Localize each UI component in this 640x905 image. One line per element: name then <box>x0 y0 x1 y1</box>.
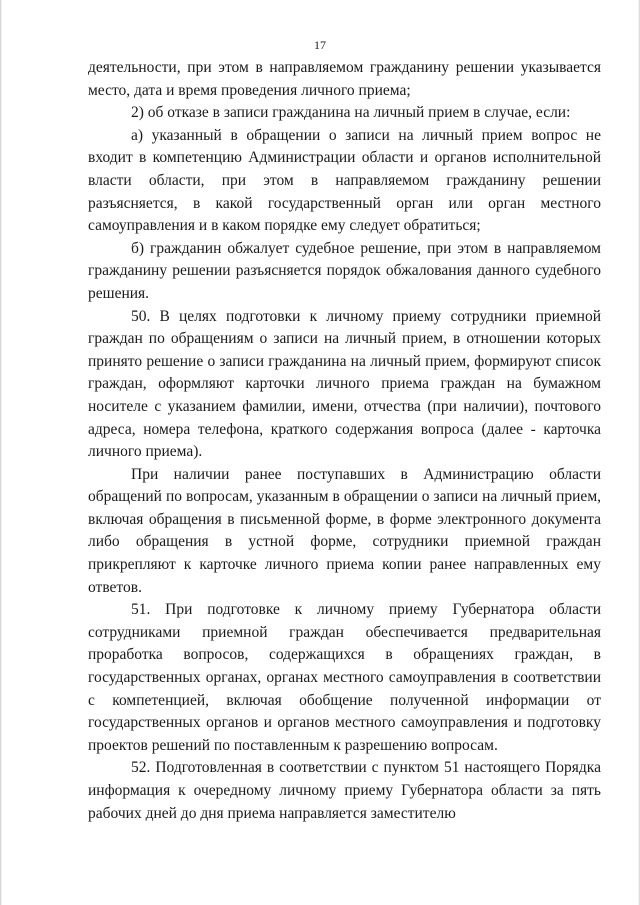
paragraph-52: 52. Подготовленная в соответствии с пунктом 51 настоящего Порядка информация к очередному личному приему Губернатора области за пять рабочих дней до дня приема направляется заместителю <box>88 759 601 822</box>
paragraph-50: 50. В целях подготовки к личному приему сотрудники приемной граждан по обращениям о записи на личный прием, в отношении которых принято решение о записи гражданина на личный прием, формируют список граждан, оформляют карточки личного приема граждан на бумажном носителе с указанием фамилии, имени, отчества (при наличии), почтового адреса, номера телефона, краткого содержания вопроса (далее - карточка личного приема). <box>88 307 601 461</box>
paragraph-subitem-b: б) гражданин обжалует судебное решение, при этом в направляемом гражданину решении разъясняется порядок обжалования данного судебного решения. <box>88 239 601 302</box>
paragraph-continuation: деятельности, при этом в направляемом гражданину решении указывается место, дата и время проведения личного приема; <box>88 59 601 99</box>
paragraph-51: 51. При подготовке к личному приему Губернатора области сотрудниками приемной граждан обеспечивается предварительная проработка вопросов, содержащихся в обращениях граждан, в государственных органах, органах местного самоуправления в соответствии с компетенцией, включая обобщение полученной информации от государственных органов и органов местного самоуправления и подготовку проектов решений по поставленным к разрешению вопросам. <box>88 601 601 754</box>
document-body <box>88 57 601 825</box>
paragraph-subitem-a: а) указанный в обращении о записи на личный прием вопрос не входит в компетенцию Администрации области и органов исполнительной власти области, при этом в направляемом гражданину решении разъясняется, в какой государственный орган или орган местного самоуправления и в каком порядке ему следует обратиться; <box>88 126 601 235</box>
scan-edge-left <box>0 0 2 905</box>
paragraph-item-2: 2) об отказе в записи гражданина на личный прием в случае, если: <box>131 104 571 122</box>
paragraph-50-continued: При наличии ранее поступавших в Администрацию области обращений по вопросам, указанным в обращении о записи на личный прием, включая обращения в письменной форме, в форме электронного документа либо обращения в устной форме, сотрудники приемной граждан прикрепляют к карточке личного приема копии ранее направленных ему ответов. <box>88 465 601 596</box>
page-number: 17 <box>314 38 326 52</box>
